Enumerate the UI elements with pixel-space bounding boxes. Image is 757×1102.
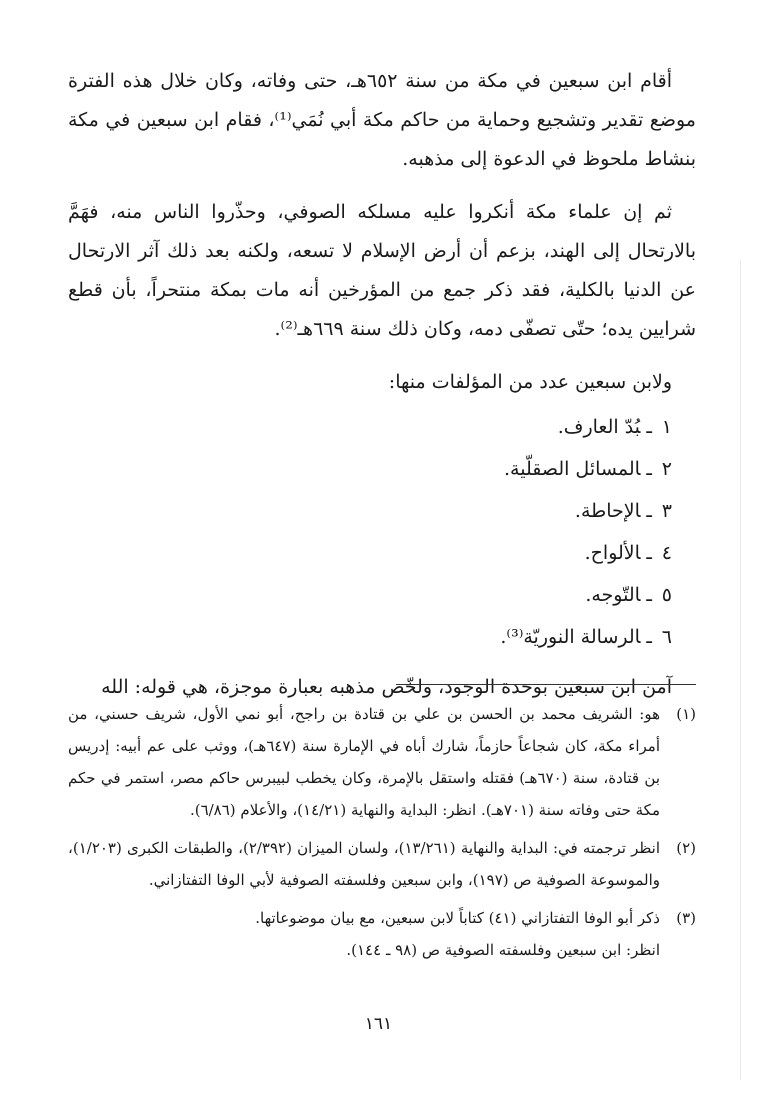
paragraph: ولابن سبعين عدد من المؤلفات منها:: [388, 371, 672, 393]
main-text: [68, 62, 696, 707]
item-number: ٢: [661, 458, 672, 480]
list-item: ٥ـالتّوجه.: [68, 574, 672, 616]
page-number: ١٦١: [364, 1014, 393, 1034]
footnote: [68, 832, 696, 896]
item-number: ٣: [661, 500, 672, 522]
footnotes: [68, 698, 696, 972]
footnote-text: انظر ترجمته في: البداية والنهاية (١٣/٢٦١)، ولسان الميزان (٢/٣٩٢)، والطبقات الكبرى (١/٢٠٣)، والموسوعة الصوفية ص (١٩٧)، وابن سبعين وفلسفته الصوفية لأبي الوفا التفتازاني.: [68, 839, 660, 889]
footnote-number: (٣): [676, 909, 696, 927]
item-number: ٦: [661, 626, 672, 648]
item-title: بُدّ العارف.: [557, 416, 641, 438]
item-title: الرسالة النوريّة⁽³⁾.: [500, 626, 641, 648]
works-list: [68, 406, 696, 658]
item-title: التّوجه.: [585, 584, 641, 606]
footnote-text: ذكر أبو الوفا التفتازاني (٤١) كتاباً لابن سبعين، مع بيان موضوعاتها.: [255, 909, 660, 927]
list-item: ٣ـالإحاطة.: [68, 490, 672, 532]
page-content: [68, 62, 696, 959]
item-title: الألواح.: [584, 542, 641, 564]
list-item: ٢ـالمسائل الصقلّية.: [68, 448, 672, 490]
footnote: [68, 698, 696, 826]
footnote-reference: انظر: ابن سبعين وفلسفته الصوفية ص (٩٨ ـ ١٤٤).: [346, 941, 660, 959]
footnote: [68, 902, 696, 966]
item-number: ٥: [661, 584, 672, 606]
list-item: ١ـبُدّ العارف.: [68, 406, 672, 448]
item-title: المسائل الصقلّية.: [503, 458, 641, 480]
continuation-paragraph: آمن ابن سبعين بوحدة الوجود، ولخّص مذهبه بعبارة موجزة، هي قوله: الله: [101, 676, 672, 698]
footnote-number: (١): [676, 705, 696, 723]
margin-line: [740, 260, 741, 1080]
footnote-number: (٢): [676, 839, 696, 857]
paragraph: ثم إن علماء مكة أنكروا عليه مسلكه الصوفي، وحذّروا الناس منه، فهَمَّ بالارتحال إلى الهند، بزعم أن أرض الإسلام لا تسعه، ولكنه بعد ذلك آثر الارتحال عن الدنيا بالكلية، فقد ذكر جمع من المؤرخين أنه مات بمكة منتحراً، بأن قطع شرايين يده؛ حتّى تصفّى دمه، وكان ذلك سنة ٦٦٩هـ⁽²⁾.: [68, 201, 696, 340]
item-number: ٤: [661, 542, 672, 564]
footnote-separator: [396, 684, 696, 685]
item-number: ١: [661, 416, 672, 438]
footnote-text: هو: الشريف محمد بن الحسن بن علي بن قتادة بن راجح، أبو نمي الأول، شريف حسني، من أمراء مكة، كان شجاعاً حازماً، شارك أباه في الإمارة سنة (٦٤٧هـ)، ووثب على عم أبيه: إدريس بن قتادة، سنة (٦٧٠هـ) فقتله واستقل بالإمرة، وكان يخطب لبيبرس حاكم مصر، استمر في حكم مكة حتى وفاته سنة (٧٠١هـ). انظر: البداية والنهاية (١٤/٢١)، والأعلام (٦/٨٦).: [68, 705, 661, 819]
item-title: الإحاطة.: [574, 500, 641, 522]
list-item: ٤ـالألواح.: [68, 532, 672, 574]
list-item: ٦ـالرسالة النوريّة⁽³⁾.: [68, 616, 672, 658]
paragraph: أقام ابن سبعين في مكة من سنة ٦٥٢هـ، حتى وفاته، وكان خلال هذه الفترة موضع تقدير وتشجيع وحماية من حاكم مكة أبي نُمَي⁽¹⁾، فقام ابن سبعين في مكة بنشاط ملحوظ في الدعوة إلى مذهبه.: [68, 70, 696, 170]
